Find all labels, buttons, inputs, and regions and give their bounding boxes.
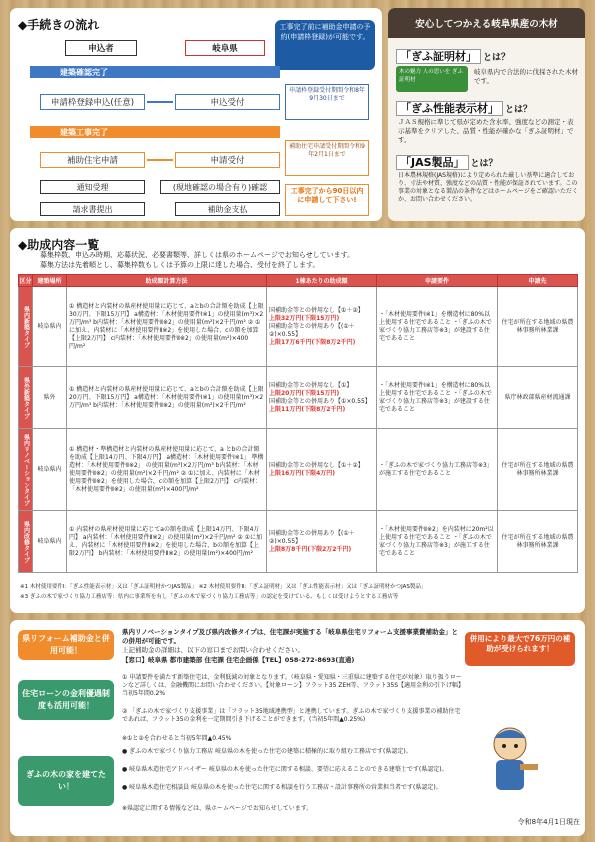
term-jas-name: 「JAS製品」	[396, 155, 469, 170]
house-item-3: ● 岐阜県木造住宅相談員 岐阜県の木を使った住宅に関する相談を行う工務店・設計事務所の営業担当者です(県認定)。	[122, 784, 442, 791]
col-header: 助成額計算方法	[67, 275, 267, 287]
subsidy-intro-1: 募集枠数、申込み時期、応募状況、必要書類等、詳しくは県のホームページでお知らせしています。	[40, 251, 355, 259]
amount-max-1: 上限32万円(下限15万円)	[269, 314, 340, 322]
certified-wood-mark: 木の魅力 人の思いを ぎふ証明材	[396, 66, 468, 92]
reform-contact: 【窓口】岐阜県 都市建築部 住宅課 住宅企画係【TEL】058-272-8693(直通)	[122, 656, 355, 664]
term-certified	[396, 48, 510, 64]
amount-case-1: 国補助金等との併用あり【(①＋②)×0.55】	[269, 529, 355, 545]
row-requirement: ・「木材使用要件Ⅱ※2」を内装材に20m²以上使用する住宅であること ・「ぎふの木で家づくり協力工務店等※3」が施工する住宅であること	[377, 511, 498, 573]
reform-text-2: 上記補助金の詳細は、以下の窓口までお問い合わせください。	[122, 646, 304, 654]
row-category: 県内新築タイプ	[19, 287, 33, 367]
amount-max-1: 上限16万円(下限4万円)	[269, 469, 336, 477]
procedure-flow-panel	[10, 8, 382, 221]
gifu-wood-panel	[388, 8, 585, 221]
applicant-label: 申込者	[65, 40, 137, 56]
row-place: 岐阜県内	[33, 511, 67, 573]
table-row	[19, 429, 578, 511]
row-amount	[267, 429, 377, 511]
loan-text-3: ※①と②を合わせると当初5年間▲0.45%	[122, 735, 232, 742]
term-certified-suffix: とは？	[483, 53, 511, 63]
wood-header: 安心してつかえる岐阜県産の木材	[388, 8, 585, 38]
registration-period-note: 申請枠登録受付期間令和8年9月30日まで	[285, 84, 369, 120]
amount-case-2: 国補助金等との併用あり【①×0.55】	[269, 397, 371, 405]
reform-text-1: 県内リノベーションタイプ及び県内改修タイプは、住宅課が実施する「岐阜県住宅リフォーム支援事業費補助金」との併用が可能です。	[122, 628, 458, 645]
term-performance-name: 「ぎふ性能表示材」	[396, 101, 503, 116]
row-place: 岐阜県内	[33, 429, 67, 511]
amount-max-2: 上限11万円(下限8万2千円)	[269, 405, 346, 413]
subsidy-panel	[10, 228, 585, 613]
term-certified-name: 「ぎふ証明材」	[396, 49, 481, 64]
loan-text-1: ① 申請要件を満たす新築住宅は、金利低減の対象となります。（岐阜県・愛知県・三重県に建築する住宅が対象）取り扱うローンなど詳しくは、金融機関にお問い合わせください。【対象ローン】フラット35 ZEH等、フラット35S【適用金利の引下げ幅】当初5年間0.2%	[122, 674, 462, 697]
subsidy-table	[18, 274, 578, 573]
additional-info-panel	[10, 620, 585, 836]
step3-right: (現地確認の場合有り)確認	[160, 180, 280, 194]
row-amount	[267, 367, 377, 429]
row-requirement: ・「ぎふの木で家づくり協力工務店等※3」が施工する住宅であること	[377, 429, 498, 511]
carpenter-mascot-illustration	[480, 720, 540, 798]
arrow-2	[147, 159, 173, 161]
amount-max-2: 上限17万6千円(下限8万2千円)	[269, 338, 356, 346]
table-row	[19, 367, 578, 429]
table-row	[19, 287, 578, 367]
row-destination: 住宅が所在する地域の県農林事務所林業課	[498, 511, 578, 573]
col-header: 申請要件	[377, 275, 498, 287]
amount-max-1: 上限8万8千円(下限2万2千円)	[269, 545, 352, 553]
step4-right: 補助金支払	[175, 202, 280, 216]
row-amount	[267, 511, 377, 573]
row-destination: 住宅が所在する地域の県農林事務所林業課	[498, 287, 578, 367]
subsidy-title: ◆助成内容一覧	[18, 238, 100, 252]
step4-left: 請求書提出	[40, 202, 145, 216]
footnote-2: ※3 ぎふの木で家づくり協力工務店等：県内に事業所を有し「ぎふの木で家づくり協力工務店等」の認定を受けている、もしくは受けようとする工務店等	[20, 594, 399, 600]
house-item-1: ● ぎふの木で家づくり協力工務店 岐阜県の木を使った住宅の建築に積極的に取り組む工務店です(県認定)。	[122, 748, 412, 755]
step1-left: 申請枠登録申込(任意)	[40, 94, 145, 110]
row-destination: 県庁林政部県産材流通課	[498, 367, 578, 429]
jas-desc: 日本農林規格(JAS規格)により定められた厳しい基準に適合しており、寸法や材質、強度などの品質・性能が保証されています。この事業の対象となる製品の条件などはホームページをご確認いただくか、お問い合わせください。	[398, 172, 578, 203]
row-category: 県内リノベーションタイプ	[19, 429, 33, 511]
term-jas	[396, 154, 498, 170]
term-jas-suffix: とは？	[470, 159, 498, 169]
row-amount	[267, 287, 377, 367]
loan-pill: 住宅ローンの金利優遇制度も活用可能！	[18, 680, 114, 720]
col-header: 申請先	[498, 275, 578, 287]
application-period-note: 補助住宅申請受付期間令和9年2月1日まで	[285, 140, 369, 176]
loan-text-2: ② 「ぎふの木で家づくり支援事業」は「フラット35地域連携型」と連携しています。ぎふの木で家づくり支援事業の補助住宅であれば、フラット35の金利を一定期間引き下げることができます。(当初5年間▲0.25%)	[122, 708, 461, 723]
amount-max-1: 上限20万円(下限15万円)	[269, 389, 340, 397]
row-destination: 住宅が所在する地域の県農林事務所林業課	[498, 429, 578, 511]
step2-right: 申請受付	[175, 152, 280, 168]
performance-desc: ＪＡＳ規格に準じて県が定めた含水率、強度などの測定・表示基準をクリアした、品質・性能が確かな「ぎふ証明材」です。	[398, 118, 574, 144]
subsidy-intro-2: 募集方法は先着順とし、募集枠数もしくは予算の上限に達した場合、受付を終了します。	[40, 261, 320, 269]
step2-left: 補助住宅申請	[40, 152, 145, 168]
row-requirement: ・「木材使用要件Ⅰ※1」を構造材に80%以上使用する住宅であること ・「ぎふの木で家づくり協力工務店等※3」が建設する住宅であること	[377, 367, 498, 429]
band-construction: 建築工事完了	[30, 126, 280, 138]
band-permit: 建築確認完了	[30, 66, 280, 78]
row-category: 県内改修タイプ	[19, 511, 33, 573]
certified-desc: 岐阜県内で合法的に伐採された木材です。	[474, 68, 578, 85]
col-header: 1棟あたりの助成額	[267, 275, 377, 287]
step3-left: 通知受理	[40, 180, 145, 194]
term-performance	[396, 100, 532, 116]
reform-subsidy-pill: 県リフォーム補助金と併用可能！	[18, 630, 114, 660]
row-category: 県外新築タイプ	[19, 367, 33, 429]
row-requirement: ・「木材使用要件Ⅰ※1」を構造材に80%以上使用する住宅であること ・「ぎふの木で家づくり協力工務店等※3」が建設する住宅であること	[377, 287, 498, 367]
row-calc: ① 構造材と内装材の県産材使用量に応じて、aとbの合計額を助成【上限30万円、下限15万円】 a構造材：「木材使用要件Ⅰ※1」の使用量(m³)×2万円/m³ b内装材：「木材使用要件Ⅱ※2」の使用量(m²)×2千円/m² ② ①に加え、内装材に「木材使用要件Ⅱ※2」を使用した場合、cの額を加算【上限2万円】 c内装材：「木材使用要件Ⅱ※2」の使用量(m²)×400円/m²	[67, 287, 267, 367]
reservation-callout: 工事完了前に補助金申請の予約(申請枠登録)が可能です。	[275, 20, 375, 70]
step1-right: 申込受付	[175, 94, 280, 110]
gifu-label: 岐阜県	[185, 40, 265, 56]
table-header-row	[19, 275, 578, 287]
footnote-1: ※1 木材使用要件Ⅰ：「ぎふ性能表示材」又は「ぎふ証明材かつJAS製品」 ※2 木材使用要件Ⅱ：「ぎふ証明材」又は「ぎふ性能表示材」又は「ぎふ証明材かつJAS製品」	[20, 584, 427, 590]
max-subsidy-callout: 併用により最大で76万円の補助が受けられます！	[465, 632, 575, 666]
table-row	[19, 511, 578, 573]
wood-house-pill: ぎふの木の家を建てたい！	[18, 756, 114, 806]
col-header: 区分	[19, 275, 33, 287]
deadline-callout: 工事完了から90日以内に申請して下さい!	[285, 184, 369, 216]
arrow-1	[147, 101, 173, 103]
row-place: 県外	[33, 367, 67, 429]
house-item-2: ● 岐阜県木造住宅アドバイザー 岐阜県の木を使った住宅に関する相談、要望に応えることのできる建築士です(県認定)。	[122, 766, 448, 773]
amount-case-2: 国補助金等との併用あり【(①＋②)×0.55】	[269, 322, 355, 338]
amount-case-1: 国補助金等との併用なし【①＋②】	[269, 306, 364, 314]
house-note: ※県認定に関する情報などは、県ホームページでお知らせしています。	[122, 805, 313, 812]
row-place: 岐阜県内	[33, 287, 67, 367]
amount-case-1: 国補助金等との併用なし【①＋②】	[269, 461, 364, 469]
row-calc: ① 内装材の県産材使用量に応じてaの額を助成【上限14万円、下限4万円】 a内装材：「木材使用要件Ⅱ※2」の使用量(m²)×2千円/m² ② ①に加え、内装材に「木材使用要件Ⅱ※2」を使用した場合、bの額を加算【上限2万円】 b内装材：「木材使用要件Ⅱ※2」の使用量(m²)×400円/m²	[67, 511, 267, 573]
flow-title: ◆手続きの流れ	[18, 18, 100, 32]
amount-case-1: 国補助金等との併用なし【①】	[269, 381, 353, 389]
term-performance-suffix: とは？	[505, 105, 533, 115]
row-calc: ① 構造材と内装材の県産材使用量に応じて、aとbの合計額を助成【上限20万円、下限15万円】 a構造材：「木材使用要件Ⅰ※1」の使用量(m³)×2万円/m³ b内装材：「木材使用要件Ⅱ※2」の使用量(m²)×2千円/m²	[67, 367, 267, 429]
as-of-date: 令和8年4月1日現在	[517, 818, 580, 826]
col-header: 建築場所	[33, 275, 67, 287]
row-calc: ① 構造材・準構造材と内装材の県産材使用量に応じて、a とbの合計額を助成【上限14万円、下限4万円】 a構造材：「木材使用要件Ⅰ※1」 準構造材：「木材使用要件Ⅱ※2」 の使用量(m³)×2万円/m³ b内装材：「木材使用要件Ⅱ※2」の使用量(m²)×2千円/m² ② ①に加え、内装材に「木材使用要件Ⅱ※2」を使用した場合、cの額を加算【上限2万円】 c内装材：「木材使用要件Ⅱ※2」の使用量(m²)×400円/m²	[67, 429, 267, 511]
